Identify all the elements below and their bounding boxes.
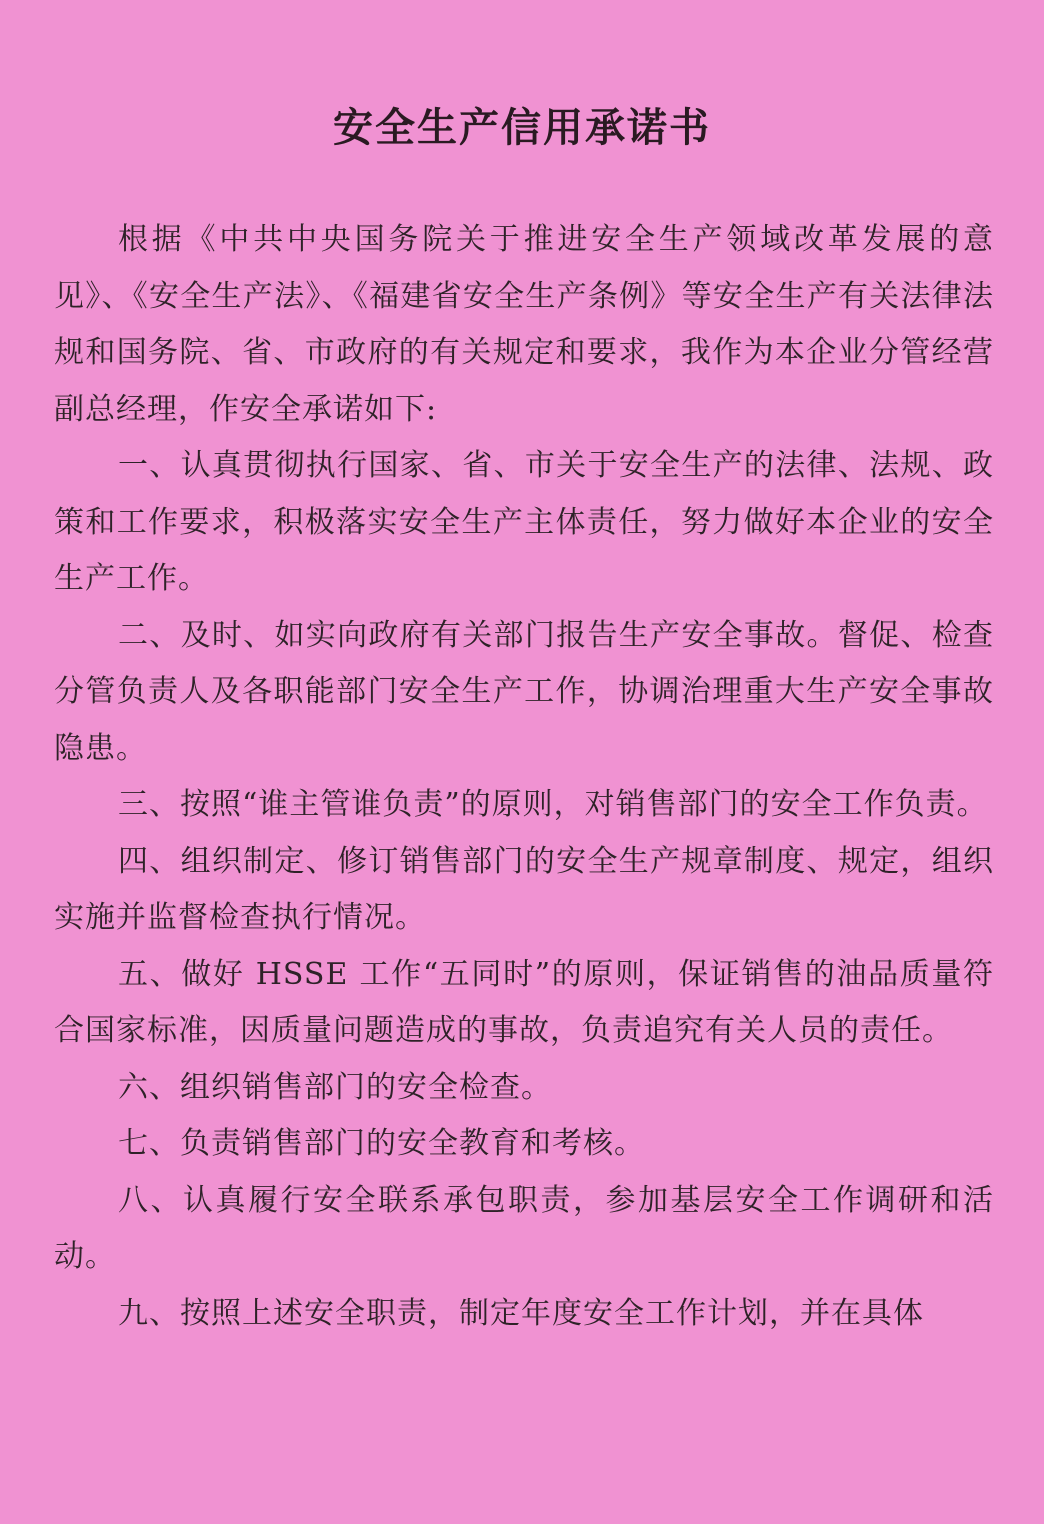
paragraph-item-4: 四、组织制定、修订销售部门的安全生产规章制度、规定，组织实施并监督检查执行情况。 <box>54 843 994 935</box>
document-title: 安全生产信用承诺书 <box>333 105 711 151</box>
paragraph-item-7: 七、负责销售部门的安全教育和考核。 <box>118 1126 645 1161</box>
paragraph-item-9: 九、按照上述安全职责，制定年度安全工作计划，并在具体 <box>118 1295 924 1331</box>
paragraph-item-1: 一、认真贯彻执行国家、省、市关于安全生产的法律、法规、政策和工作要求，积极落实安全生产主体责任，努力做好本企业的安全生产工作。 <box>54 448 994 596</box>
paragraph-item-8: 八、认真履行安全联系承包职责，参加基层安全工作调研和活动。 <box>54 1182 994 1274</box>
paragraph-item-5: 五、做好 HSSE 工作“五同时”的原则，保证销售的油品质量符合国家标准，因质量问题造成的事故，负责追究有关人员的责任。 <box>54 956 994 1048</box>
paragraph-preamble: 根据《中共中央国务院关于推进安全生产领域改革发展的意见》、《安全生产法》、《福建省安全生产条例》等安全生产有关法律法规和国务院、省、市政府的有关规定和要求，我作为本企业分管经营副总经理，作安全承诺如下: <box>54 222 994 427</box>
paragraph-item-6: 六、组织销售部门的安全检查。 <box>118 1069 552 1105</box>
document-body <box>54 212 994 1342</box>
paragraph-item-3: 三、按照“谁主管谁负责”的原则，对销售部门的安全工作负责。 <box>118 787 988 822</box>
paragraph-item-2: 二、及时、如实向政府有关部门报告生产安全事故。督促、检查分管负责人及各职能部门安全生产工作，协调治理重大生产安全事故隐患。 <box>54 617 994 766</box>
